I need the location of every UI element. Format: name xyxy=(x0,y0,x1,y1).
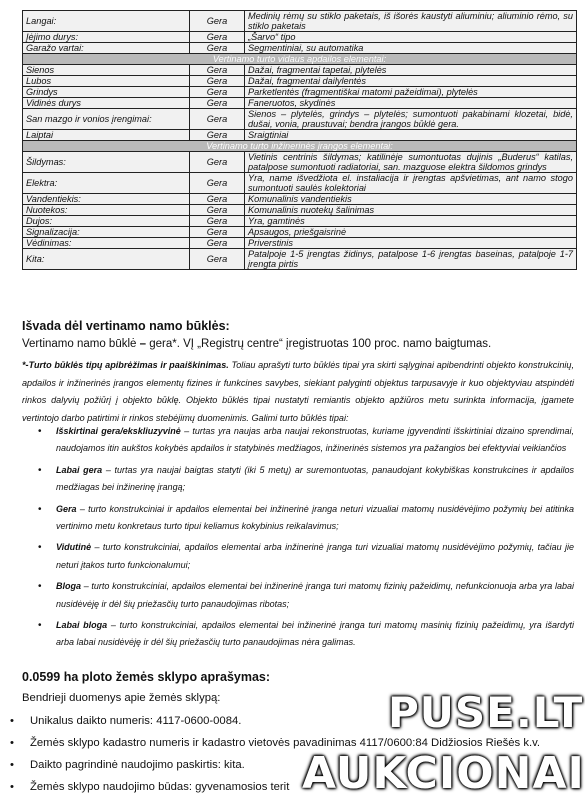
watermark-auctions: AUKCIONAI xyxy=(302,748,585,799)
element-name: Vidinės durys xyxy=(23,98,190,109)
element-description: Segmentiniai, su automatika xyxy=(245,43,577,54)
land-item-text: Unikalus daikto numeris: 4117-0600-0084. xyxy=(30,715,242,727)
table-row xyxy=(23,65,577,76)
land-intro: Bendrieji duomenys apie žemės sklypą: xyxy=(22,692,221,704)
element-description: Dažai, fragmentai tapetai, plytelės xyxy=(245,65,577,76)
condition-value: gera* xyxy=(149,338,177,350)
element-name: Lubos xyxy=(23,76,190,87)
element-name: Laiptai xyxy=(23,130,190,141)
list-item xyxy=(22,423,574,458)
element-description: Vietinis centrinis šildymas; katilinėje sumontuotas dujinis „Buderus“ katilas, patalpose sumontuoti radiatoriai, san. mazguose elektra šildomos grindys xyxy=(245,152,577,173)
table-row xyxy=(23,76,577,87)
element-description: Priverstinis xyxy=(245,238,577,249)
table-row xyxy=(23,238,577,249)
definitions-paragraph xyxy=(22,357,574,427)
element-name: Grindys xyxy=(23,87,190,98)
element-description: Komunalinis nuotekų šalinimas xyxy=(245,205,577,216)
element-rating: Gera xyxy=(190,238,245,249)
table-section-row xyxy=(23,141,577,152)
element-name: Vandentiekis: xyxy=(23,194,190,205)
element-description: „Šarvo“ tipo xyxy=(245,32,577,43)
list-item xyxy=(22,462,574,497)
element-name: Langai: xyxy=(23,11,190,32)
element-name: Vėdinimas: xyxy=(23,238,190,249)
element-name: Sienos xyxy=(23,65,190,76)
table-row xyxy=(23,205,577,216)
element-rating: Gera xyxy=(190,87,245,98)
bullet-icon: • xyxy=(10,781,14,793)
grade-term: Išskirtinai gera/ekskliuzyvinė xyxy=(56,426,181,436)
table-row xyxy=(23,152,577,173)
grade-term: Vidutinė xyxy=(56,542,92,553)
bullet-icon: • xyxy=(38,620,42,632)
definitions-title: *-Turto būklės tipų apibrėžimas ir paaiškinimas. xyxy=(22,360,229,370)
grade-term: Gera xyxy=(56,503,77,514)
section-title: Vertinamo turto inžinerinės įrangos elementai: xyxy=(23,141,577,152)
land-item-text: Žemės sklypo kadastro numeris ir kadastro vietovės pavadinimas 4117/0600:84 Didžiosios Riešės k.v. xyxy=(30,737,541,749)
grade-term: Labai bloga xyxy=(56,620,108,631)
grade-text: – turto konstrukciniai, apdailos elementai arba inžinerinė įranga turi vizualiai matomų nusidėvėjimo požymių, tačiau jie neturi įtakos turto funkcionalumui; xyxy=(56,542,574,570)
element-name: Dujos: xyxy=(23,216,190,227)
list-item xyxy=(22,578,574,613)
element-rating: Gera xyxy=(190,152,245,173)
bullet-icon: • xyxy=(38,503,42,515)
element-rating: Gera xyxy=(190,98,245,109)
bullet-icon: • xyxy=(10,715,14,727)
element-description: Yra, name išvedžiota el. instaliacija ir įrengtas apšvietimas, ant namo stogo sumontuoti saulės kolektoriai xyxy=(245,173,577,194)
table-row xyxy=(23,249,577,270)
element-name: Garažo vartai: xyxy=(23,43,190,54)
element-description: Patalpoje 1-5 įrengtas židinys, patalpose 1-6 įrengtas baseinas, patalpoje 1-7 įrengta pirtis xyxy=(245,249,577,270)
grade-term: Bloga xyxy=(56,581,82,592)
element-rating: Gera xyxy=(190,43,245,54)
bullet-icon: • xyxy=(38,464,42,476)
condition-statement xyxy=(22,338,491,350)
element-name: Kita: xyxy=(23,249,190,270)
element-description: Medinių rėmų su stiklo paketais, iš išorės kaustyti aliuminiu; aliuminio rėmo, su stiklo paketais xyxy=(245,11,577,32)
table-row xyxy=(23,11,577,32)
land-heading: 0.0599 ha ploto žemės sklypo aprašymas: xyxy=(22,670,271,684)
element-rating: Gera xyxy=(190,205,245,216)
element-description: Faneruotos, skydinės xyxy=(245,98,577,109)
table-row xyxy=(23,98,577,109)
condition-table xyxy=(22,10,577,270)
element-description: Sienos – plytelės, grindys – plytelės; sumontuoti pakabinami klozetai, bidė, dušai, vonia, praustuvai; bendra įrangos būklė gera. xyxy=(245,109,577,130)
grade-text: – turtas yra naujas arba naujai rekonstruotas, kuriame įgyvendinti išskirtiniai dizaino sprendimai, naudojamos itin aukštos kokybės apdailos ir statybinės medžiagos, inžinerinės sistemos yra pažangios bei efektyviai veikiančios xyxy=(56,426,575,454)
table-row xyxy=(23,32,577,43)
condition-types-list xyxy=(22,423,574,656)
land-item-text: Žemės sklypo naudojimo būdas: gyvenamosios terit xyxy=(30,781,290,793)
element-description: Apsaugos, priešgaisrinė xyxy=(245,227,577,238)
section-title: Vertinamo turto vidaus apdailos elementai: xyxy=(23,54,577,65)
element-description: Dažai, fragmentai dailylentės xyxy=(245,76,577,87)
table-row xyxy=(23,109,577,130)
element-rating: Gera xyxy=(190,130,245,141)
grade-text: – turto konstrukciniai ir apdailos elementai bei inžinerinė įranga neturi vizualiai matomų nusidėvėjimo požymių bei atitinka vertinimo metu konkretaus turto tipui keliamus kokybinius reikalavimus; xyxy=(56,503,574,532)
element-name: Įėjimo durys: xyxy=(23,32,190,43)
element-description: Sraigtiniai xyxy=(245,130,577,141)
element-rating: Gera xyxy=(190,227,245,238)
condition-suffix: . VĮ „Registrų centre“ įregistruotas 100 proc. namo baigtumas. xyxy=(176,338,492,350)
condition-dash: – xyxy=(136,338,150,350)
watermark-site: PUSE.LT xyxy=(388,688,584,737)
table-row xyxy=(23,216,577,227)
conclusion-heading: Išvada dėl vertinamo namo būklės: xyxy=(22,319,230,333)
list-item xyxy=(22,617,574,652)
element-rating: Gera xyxy=(190,173,245,194)
grade-text: – turto konstrukciniai, apdailos elementai bei inžinerinė įranga turi matomų fizinių pažeidimų, nefunkcionuoja arba yra labai nusidėvėję ir dėl šių priežasčių turto panaudojimas ribotas; xyxy=(56,581,574,609)
table-section-row xyxy=(23,54,577,65)
table-row xyxy=(23,194,577,205)
list-item xyxy=(22,539,574,574)
element-name: Elektra: xyxy=(23,173,190,194)
element-rating: Gera xyxy=(190,216,245,227)
element-description: Komunalinis vandentiekis xyxy=(245,194,577,205)
definitions-text: Toliau aprašyti turto būklės tipai yra skirti sąlyginai apibendrinti objekto konstrukcinių, apdailos ir inžinerinės įrangos elementų fizines ir funkcines savybes, siekiant palyginti objektus tarpusavyje ir kuo objektyviau atspindėti rinkos dalyvių požiūrį į objekto būklę. Objekto būklės tipai nustatyti remiantis objekto apžiūros metu surinkta informacija, įgamete vertintojo darbo patirtimi ir rinkos stebėjimų duomenimis. Galimi turto būklės tipai: xyxy=(22,360,574,423)
grade-text: – turto konstrukciniai, apdailos elementai bei inžinerinė įranga turi matomų masinių fizinių pažeidimų, yra išardyti arba labai nusidėvėję ir dėl šių priežasčių turto panaudojimas nėra galimas. xyxy=(56,620,574,648)
list-item xyxy=(22,501,574,536)
bullet-icon: • xyxy=(38,581,42,593)
element-description: Parketlentės (fragmentiškai matomi pažeidimai), plytelės xyxy=(245,87,577,98)
element-rating: Gera xyxy=(190,76,245,87)
table-row xyxy=(23,87,577,98)
element-rating: Gera xyxy=(190,65,245,76)
table-row xyxy=(23,130,577,141)
grade-text: – turtas yra naujai baigtas statyti (iki 5 metų) ar suremontuotas, panaudojant kokybiškas konstrukcines ir apdailos medžiagas bei inžinerinę įrangą; xyxy=(56,464,574,493)
bullet-icon: • xyxy=(10,759,14,771)
element-name: Nuotekos: xyxy=(23,205,190,216)
element-rating: Gera xyxy=(190,194,245,205)
element-rating: Gera xyxy=(190,109,245,130)
element-rating: Gera xyxy=(190,11,245,32)
table-row xyxy=(23,227,577,238)
element-name: Signalizacija: xyxy=(23,227,190,238)
table-row xyxy=(23,173,577,194)
element-rating: Gera xyxy=(190,249,245,270)
element-rating: Gera xyxy=(190,32,245,43)
grade-term: Labai gera xyxy=(56,464,103,475)
element-description: Yra, gamtinės xyxy=(245,216,577,227)
land-item-text: Daikto pagrindinė naudojimo paskirtis: kita. xyxy=(30,759,245,771)
bullet-icon: • xyxy=(10,737,14,749)
element-name: San mazgo ir vonios įrengimai: xyxy=(23,109,190,130)
condition-prefix: Vertinamo namo būklė xyxy=(22,338,137,350)
element-name: Šildymas: xyxy=(23,152,190,173)
table-row xyxy=(23,43,577,54)
bullet-icon: • xyxy=(38,542,42,554)
bullet-icon: • xyxy=(38,426,42,437)
